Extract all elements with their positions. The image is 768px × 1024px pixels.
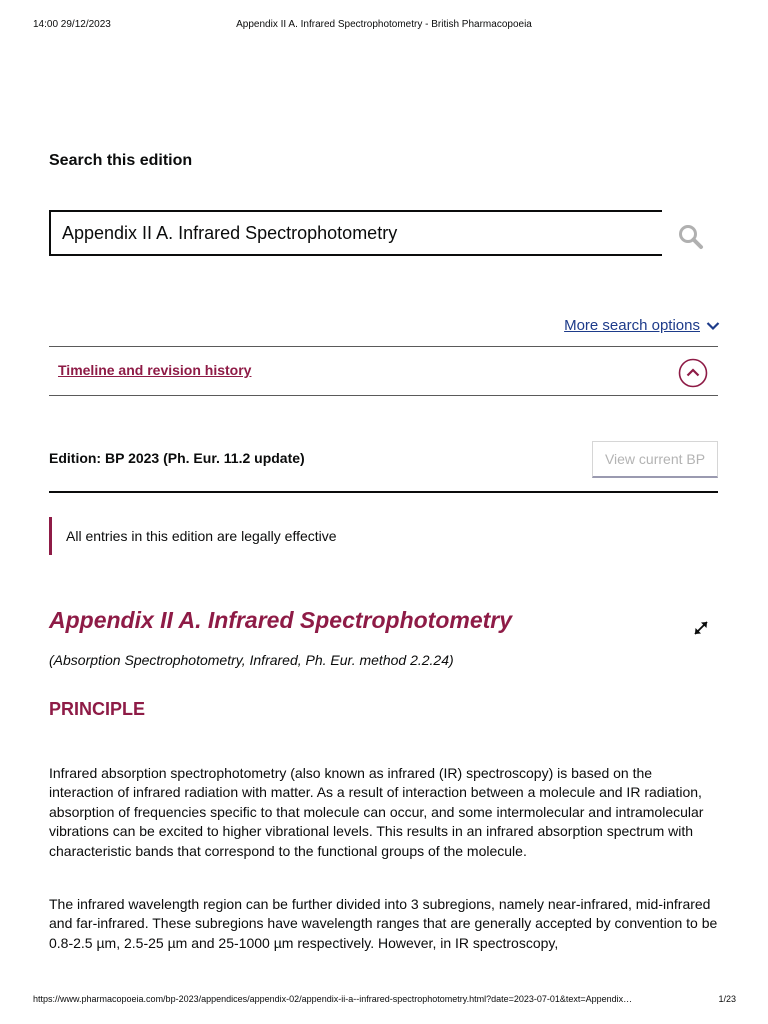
edition-label: Edition: BP 2023 (Ph. Eur. 11.2 update) [49, 450, 305, 466]
expand-icon [692, 619, 710, 637]
legal-notice [49, 517, 449, 555]
chevron-down-icon [706, 321, 720, 331]
more-search-options-toggle[interactable] [564, 317, 720, 334]
print-page-number: 1/23 [718, 994, 736, 1004]
search-heading: Search this edition [49, 152, 193, 169]
divider [49, 491, 718, 493]
timeline-collapse-button[interactable] [678, 358, 708, 388]
principle-paragraph-2: The infrared wavelength region can be further divided into 3 subregions, namely near-infrared, mid-infrared and far-infrared. These subregions have wavelength ranges that are generally accepted by convention to be 0.8-2.5 µm, 2.5-25 µm and 25-1000 µm respectively. However, in IR spectroscopy, [49, 896, 718, 951]
page-title: Appendix II A. Infrared Spectrophotometry [49, 607, 513, 633]
principle-paragraph-1: Infrared absorption spectrophotometry (also known as infrared (IR) spectroscopy) is based on the interaction of infrared radiation with matter. As a result of interaction between a molecule and IR radiation, absorption of frequencies specific to that molecule can occur, and some intermolecular and intramolecular vibrations can be excited to higher vibrational levels. This results in an infrared absorption spectrum with characteristic bands that correspond to the functional groups of the molecule. [49, 765, 704, 859]
more-search-options-label: More search options [564, 317, 700, 334]
timeline-revision-history-link[interactable]: Timeline and revision history [58, 362, 252, 378]
search-button[interactable] [676, 222, 706, 250]
print-datetime: 14:00 29/12/2023 [33, 19, 111, 30]
divider [49, 395, 718, 396]
page-subtitle: (Absorption Spectrophotometry, Infrared, Ph. Eur. method 2.2.24) [49, 652, 454, 668]
print-document-title: Appendix II A. Infrared Spectrophotometry - British Pharmacopoeia [236, 19, 532, 30]
chevron-up-icon [678, 358, 708, 388]
view-current-bp-button[interactable]: View current BP [592, 441, 718, 478]
print-url: https://www.pharmacopoeia.com/bp-2023/appendices/appendix-02/appendix-ii-a--infrared-spectrophotometry.html?date=2023-07-01&text=Appendix… [33, 994, 633, 1004]
legal-notice-text: All entries in this edition are legally effective [66, 528, 337, 544]
search-input[interactable] [51, 212, 662, 254]
expand-button[interactable] [692, 619, 710, 637]
divider [49, 346, 718, 347]
search-icon [676, 222, 706, 250]
search-field [49, 210, 662, 256]
section-heading-principle: PRINCIPLE [49, 699, 146, 719]
